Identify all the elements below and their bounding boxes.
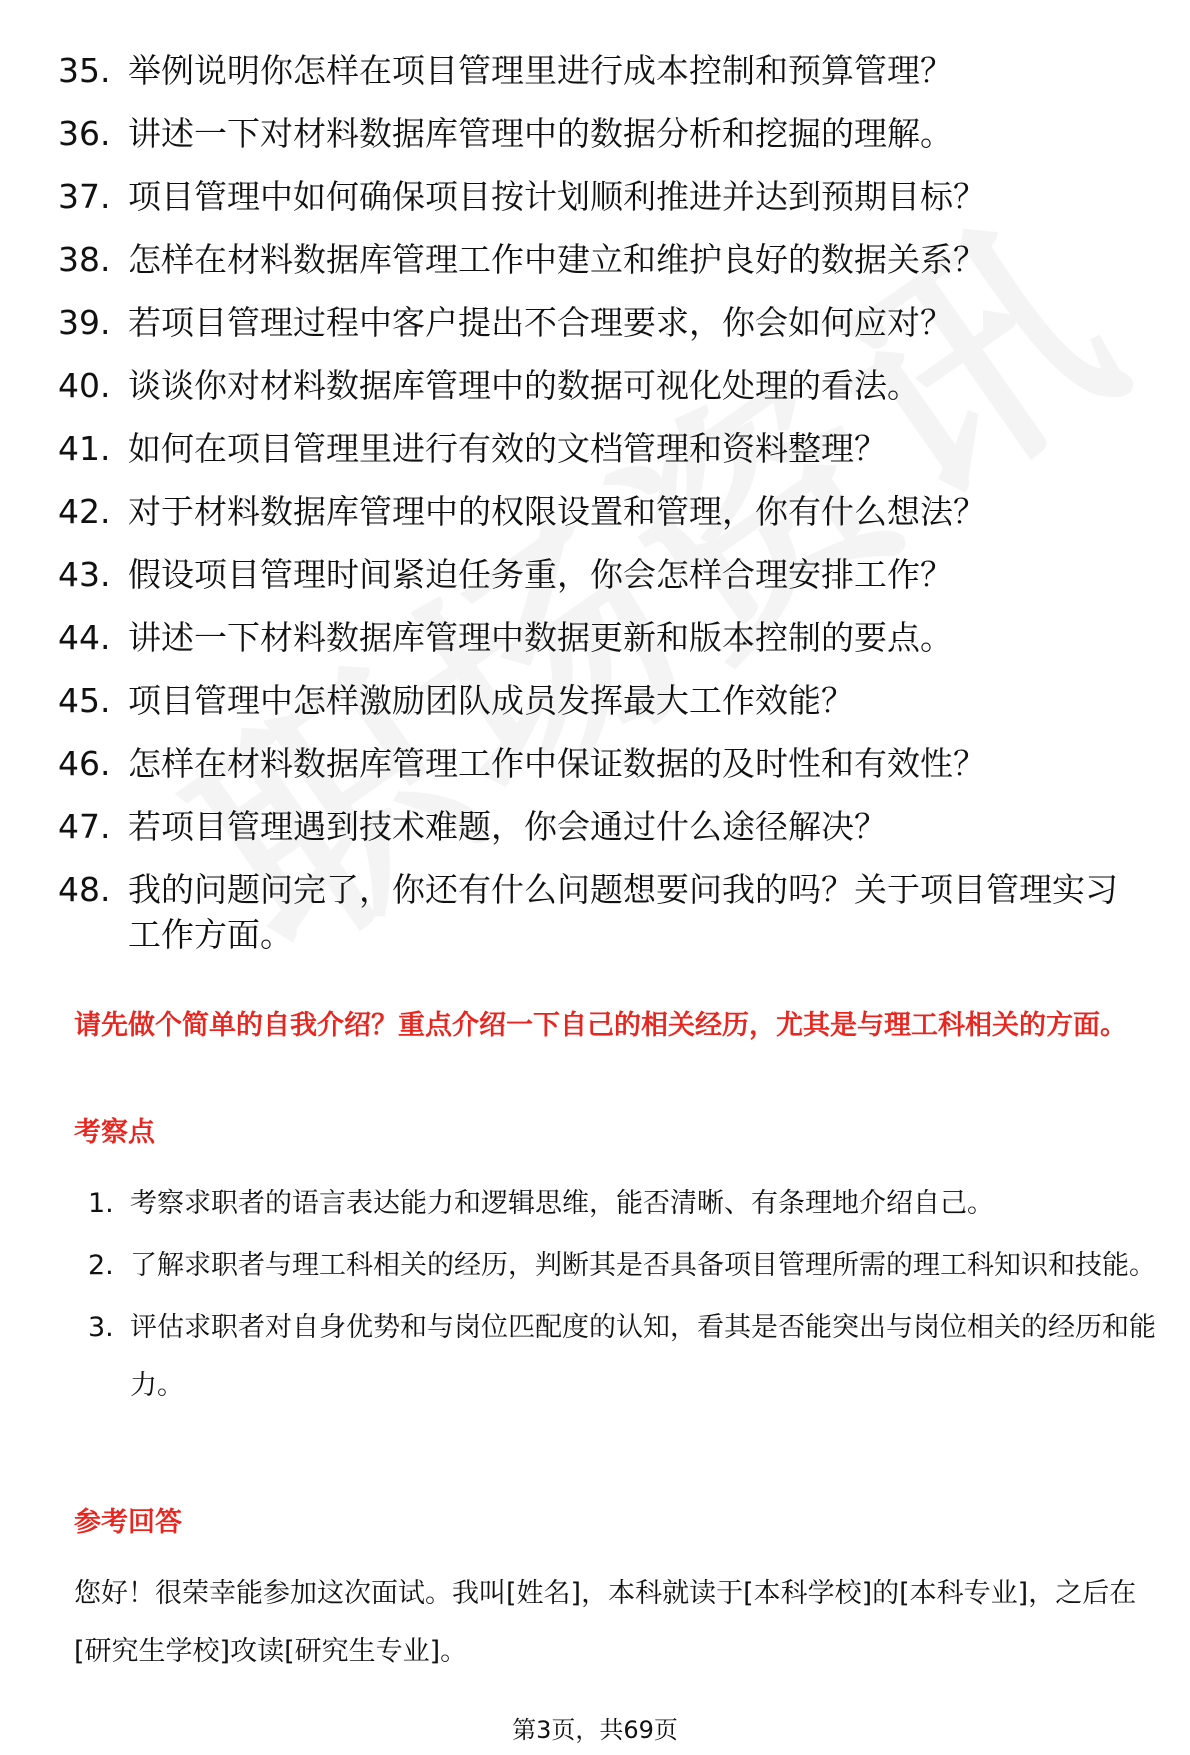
item-text: 考察求职者的语言表达能力和逻辑思维，能否清晰、有条理地介绍自己。 — [130, 1188, 994, 1219]
page-footer: 第3页，共69页 — [512, 1716, 678, 1744]
item-number: 46. — [58, 744, 111, 783]
item-text: 项目管理中如何确保项目按计划顺利推进并达到预期目标？ — [128, 177, 986, 216]
list-item — [88, 1299, 1158, 1415]
list-item — [58, 489, 1148, 534]
item-number: 41. — [58, 429, 111, 468]
list-item — [58, 867, 1148, 957]
item-text: 我的问题问完了，你还有什么问题想要问我的吗？关于项目管理实习工作方面。 — [128, 870, 1118, 954]
item-number: 2. — [88, 1250, 114, 1281]
question-list — [58, 48, 1148, 975]
item-text: 对于材料数据库管理中的权限设置和管理，你有什么想法？ — [128, 492, 986, 531]
list-item — [88, 1175, 1158, 1233]
interview-question-heading: 请先做个简单的自我介绍？重点介绍一下自己的相关经历，尤其是与理工科相关的方面。 — [74, 1010, 1127, 1041]
item-number: 45. — [58, 681, 111, 720]
list-item — [58, 426, 1148, 471]
item-number: 44. — [58, 618, 111, 657]
item-number: 39. — [58, 303, 111, 342]
item-text: 怎样在材料数据库管理工作中保证数据的及时性和有效性？ — [128, 744, 986, 783]
item-number: 40. — [58, 366, 111, 405]
item-number: 47. — [58, 807, 111, 846]
item-number: 36. — [58, 114, 111, 153]
item-text: 如何在项目管理里进行有效的文档管理和资料整理？ — [128, 429, 887, 468]
answer-text: 您好！很荣幸能参加这次面试。我叫[姓名]，本科就读于[本科学校]的[本科专业]，之后在[研究生学校]攻读[研究生专业]。 — [74, 1578, 1137, 1667]
list-item — [58, 363, 1148, 408]
item-text: 谈谈你对材料数据库管理中的数据可视化处理的看法。 — [128, 366, 920, 405]
item-text: 怎样在材料数据库管理工作中建立和维护良好的数据关系？ — [128, 240, 986, 279]
list-item — [58, 111, 1148, 156]
list-item — [58, 678, 1148, 723]
item-text: 评估求职者对自身优势和与岗位匹配度的认知，看其是否能突出与岗位相关的经历和能力。 — [130, 1312, 1156, 1401]
item-number: 38. — [58, 240, 111, 279]
item-number: 37. — [58, 177, 111, 216]
item-text: 讲述一下材料数据库管理中数据更新和版本控制的要点。 — [128, 618, 953, 657]
item-text: 举例说明你怎样在项目管理里进行成本控制和预算管理？ — [128, 51, 953, 90]
list-item — [58, 804, 1148, 849]
answer-heading: 参考回答 — [74, 1507, 182, 1538]
item-text: 假设项目管理时间紧迫任务重，你会怎样合理安排工作？ — [128, 555, 953, 594]
item-text: 讲述一下对材料数据库管理中的数据分析和挖掘的理解。 — [128, 114, 953, 153]
list-item — [58, 615, 1148, 660]
list-item — [58, 48, 1148, 93]
item-text: 项目管理中怎样激励团队成员发挥最大工作效能？ — [128, 681, 854, 720]
item-number: 42. — [58, 492, 111, 531]
list-item — [88, 1237, 1158, 1295]
list-item — [58, 300, 1148, 345]
item-number: 1. — [88, 1188, 114, 1219]
focus-heading: 考察点 — [74, 1117, 155, 1148]
item-number: 43. — [58, 555, 111, 594]
list-item — [58, 741, 1148, 786]
item-text: 若项目管理遇到技术难题，你会通过什么途径解决？ — [128, 807, 887, 846]
item-text: 了解求职者与理工科相关的经历，判断其是否具备项目管理所需的理工科知识和技能。 — [130, 1250, 1156, 1281]
focus-points-list — [88, 1175, 1158, 1419]
item-number: 3. — [88, 1312, 114, 1343]
item-number: 35. — [58, 51, 111, 90]
list-item — [58, 237, 1148, 282]
item-number: 48. — [58, 870, 111, 909]
list-item — [58, 174, 1148, 219]
item-text: 若项目管理过程中客户提出不合理要求，你会如何应对？ — [128, 303, 953, 342]
list-item — [58, 552, 1148, 597]
